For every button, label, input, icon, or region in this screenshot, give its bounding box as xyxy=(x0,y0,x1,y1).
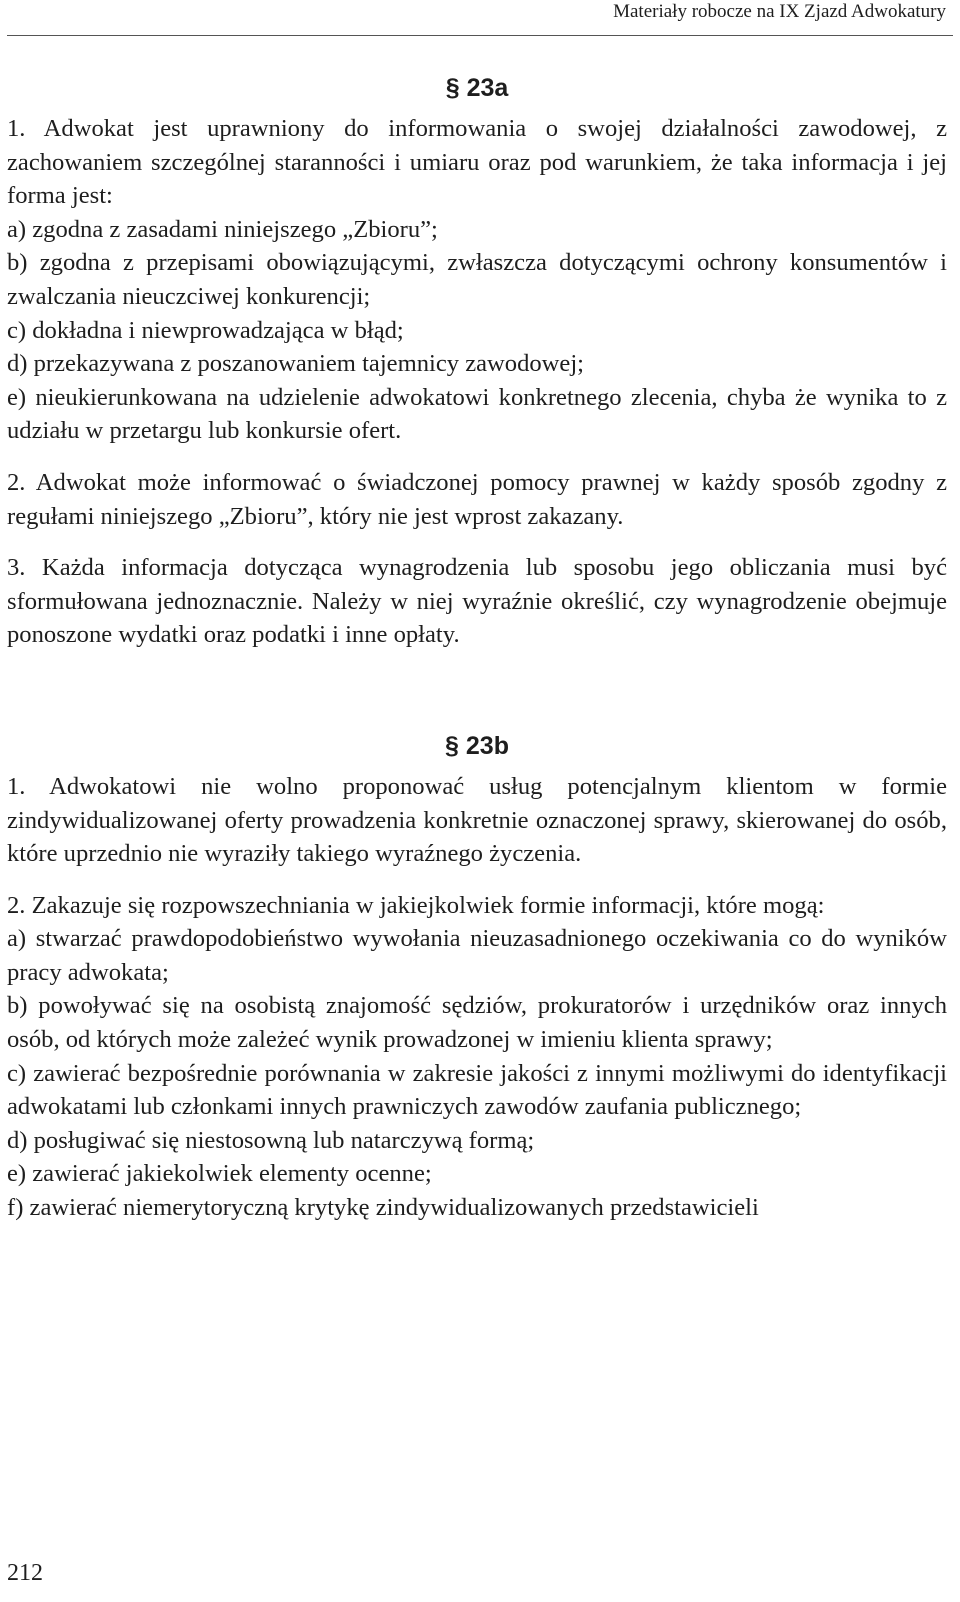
section-title-23b: § 23b xyxy=(445,731,509,760)
page-content xyxy=(7,64,947,1225)
list-item: c) dokładna i niewprowadzająca w błąd; xyxy=(7,316,404,344)
paragraph: 3. Każda informacja dotycząca wynagrodzenia lub sposobu jego obliczania musi być sformułowana jednoznacznie. Należy w niej wyraźnie określić, czy wynagrodzenie obejmuje ponoszone wydatki oraz podatki i inne opłaty. xyxy=(7,554,947,649)
list-item: c) zawierać bezpośrednie porównania w zakresie jakości z innymi możliwymi do identyfikacji adwokatami lub członkami innych prawniczych zawodów zaufania publicznego; xyxy=(7,1059,947,1121)
list-item: d) przekazywana z poszanowaniem tajemnicy zawodowej; xyxy=(7,350,585,378)
header-rule xyxy=(7,35,953,36)
paragraph: 1. Adwokatowi nie wolno proponować usług potencjalnym klientom w formie zindywidualizowanej oferty prowadzenia konkretnie oznaczonej sprawy, skierowanej do osób, które uprzednio nie wyraziły takiego wyraźnego życzenia. xyxy=(7,772,947,868)
list-item: e) zawierać jakiekolwiek elementy ocenne; xyxy=(7,1160,432,1188)
running-header: Materiały robocze na IX Zjazd Adwokatury xyxy=(613,1,946,22)
section-title-23a: § 23a xyxy=(445,74,509,102)
list-item: f) zawierać niemerytoryczną krytykę zindywidualizowanych przedstawicieli xyxy=(7,1194,759,1222)
list-item: d) posługiwać się niestosowną lub natarczywą formą; xyxy=(7,1126,535,1154)
list-item: b) zgodna z przepisami obowiązującymi, zwłaszcza dotyczącymi ochrony konsumentów i zwalczania nieuczciwej konkurencji; xyxy=(7,249,947,310)
list-item: a) stwarzać prawdopodobieństwo wywołania nieuzasadnionego oczekiwania co do wyników pracy adwokata; xyxy=(7,925,947,986)
paragraph: 1. Adwokat jest uprawniony do informowania o swojej działalności zawodowej, z zachowaniem szczególnej staranności i umiaru oraz pod warunkiem, że taka informacja i jej forma jest: xyxy=(7,115,947,210)
paragraph: 2. Adwokat może informować o świadczonej pomocy prawnej w każdy sposób zgodny z regułami niniejszego „Zbioru”, który nie jest wprost zakazany. xyxy=(7,468,947,530)
list-item: a) zgodna z zasadami niniejszego „Zbioru”; xyxy=(7,215,438,243)
list-item: e) nieukierunkowana na udzielenie adwokatowi konkretnego zlecenia, chyba że wynika to z udziału w przetargu lub konkursie ofert. xyxy=(7,383,947,445)
page-number: 212 xyxy=(7,1560,43,1586)
paragraph: 2. Zakazuje się rozpowszechniania w jakiejkolwiek formie informacji, które mogą: xyxy=(7,891,825,919)
list-item: b) powoływać się na osobistą znajomość sędziów, prokuratorów i urzędników oraz innych osób, od których może zależeć wynik prowadzonej w imieniu klienta sprawy; xyxy=(7,992,947,1054)
